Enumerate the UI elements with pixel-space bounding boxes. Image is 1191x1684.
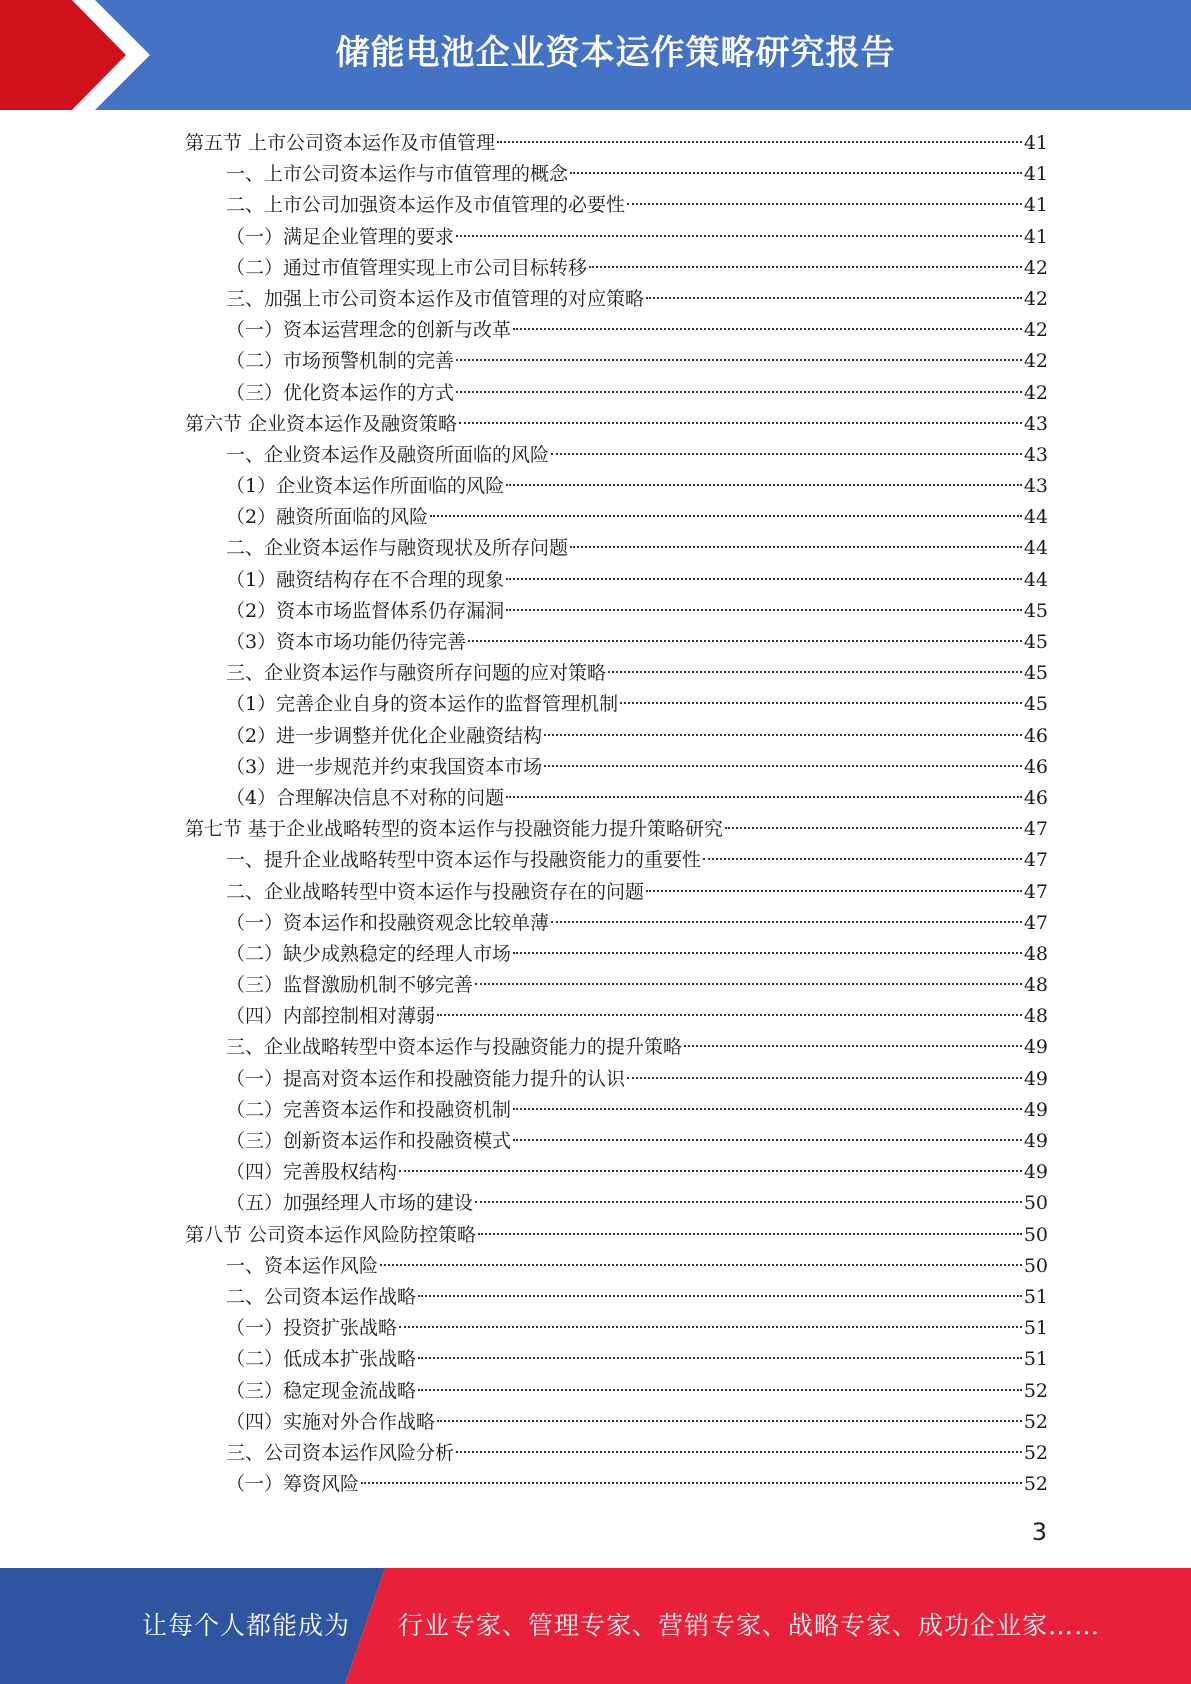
toc-entry[interactable] [185,1438,1048,1469]
toc-leader-dots [551,453,1022,455]
toc-entry-page: 48 [1023,974,1048,997]
toc-leader-dots [627,1077,1022,1079]
toc-entry[interactable] [185,658,1048,689]
toc-entry-title: （3）进一步规范并约束我国资本市场 [226,755,543,778]
toc-entry-page: 46 [1023,786,1048,809]
toc-entry[interactable] [185,970,1048,1001]
toc-leader-dots [361,1482,1022,1484]
toc-entry-title: 第五节 上市公司资本运作及市值管理 [185,132,496,154]
toc-entry-page: 49 [1023,1161,1048,1184]
toc-entry[interactable] [185,939,1048,970]
toc-entry-page: 45 [1023,693,1048,716]
toc-entry-page: 52 [1023,1441,1048,1464]
toc-entry[interactable] [185,1282,1048,1313]
toc-leader-dots [725,827,1022,829]
toc-entry[interactable] [185,190,1048,221]
toc-entry-page: 42 [1023,381,1048,404]
toc-entry-title: （二）完善资本运作和投融资机制 [226,1098,512,1121]
toc-entry-title: （三）优化资本运作的方式 [226,381,455,404]
table-of-contents [185,128,1048,1500]
toc-leader-dots [506,578,1022,580]
toc-entry-page: 45 [1023,631,1048,653]
toc-leader-dots [437,1014,1022,1016]
toc-leader-dots [646,297,1022,299]
toc-entry[interactable] [185,315,1048,346]
toc-leader-dots [497,141,1022,143]
toc-entry-page: 43 [1023,443,1048,466]
toc-leader-dots [608,671,1022,673]
toc-entry[interactable] [185,908,1048,939]
toc-leader-dots [399,1170,1022,1172]
toc-entry[interactable] [185,689,1048,720]
toc-entry-page: 49 [1023,1130,1048,1152]
toc-leader-dots [513,952,1022,954]
toc-entry[interactable] [185,222,1048,253]
toc-entry-title: （一）提高对资本运作和投融资能力提升的认识 [226,1067,626,1090]
toc-entry[interactable] [185,814,1048,845]
toc-leader-dots [418,1389,1022,1391]
toc-entry[interactable] [185,783,1048,814]
toc-entry-title: （四）内部控制相对薄弱 [226,1005,436,1028]
report-title: 储能电池企业资本运作策略研究报告 [335,33,896,73]
toc-entry[interactable] [185,440,1048,471]
toc-entry-title: 三、企业战略转型中资本运作与投融资能力的提升策略 [226,1036,683,1059]
toc-entry-title: 一、资本运作风险 [226,1254,379,1277]
toc-leader-dots [478,1233,1022,1235]
toc-entry[interactable] [185,346,1048,377]
toc-entry-page: 47 [1023,849,1048,872]
toc-entry-page: 42 [1023,350,1048,373]
toc-leader-dots [551,921,1022,923]
toc-entry-title: （二）缺少成熟稳定的经理人市场 [226,942,512,965]
toc-leader-dots [506,796,1022,798]
toc-entry[interactable] [185,284,1048,315]
toc-entry-title: 第八节 公司资本运作风险防控策略 [185,1223,477,1246]
toc-entry[interactable] [185,1064,1048,1095]
toc-entry[interactable] [185,1001,1048,1032]
toc-entry[interactable] [185,128,1048,159]
toc-entry-title: （三）监督激励机制不够完善 [226,974,474,997]
toc-entry[interactable] [185,159,1048,190]
toc-entry-page: 41 [1023,132,1048,154]
toc-leader-dots [456,391,1022,393]
toc-leader-dots [544,765,1022,767]
toc-entry-page: 48 [1023,942,1048,965]
toc-entry-page: 45 [1023,662,1048,685]
toc-entry-page: 41 [1023,194,1048,217]
footer-slogan-left: 让每个人都能成为 [142,1611,351,1640]
toc-entry[interactable] [185,253,1048,284]
toc-entry-page: 46 [1023,755,1048,778]
toc-entry-page: 49 [1023,1098,1048,1121]
toc-leader-dots [456,1451,1022,1453]
toc-entry-page: 49 [1023,1067,1048,1090]
toc-entry-page: 50 [1023,1254,1048,1277]
toc-entry-title: （五）加强经理人市场的建设 [226,1192,474,1215]
toc-entry-page: 42 [1023,256,1048,279]
toc-entry[interactable] [185,471,1048,502]
toc-entry-title: （2）资本市场监督体系仍存漏洞 [226,599,505,622]
toc-entry-title: 第七节 基于企业战略转型的资本运作与投融资能力提升策略研究 [185,818,724,841]
toc-entry-page: 51 [1023,1348,1048,1371]
toc-entry[interactable] [185,721,1048,752]
toc-entry-title: （二）市场预警机制的完善 [226,350,455,373]
toc-leader-dots [703,858,1022,860]
toc-entry[interactable] [185,1157,1048,1188]
toc-entry[interactable] [185,502,1048,533]
toc-entry-title: （1）完善企业自身的资本运作的监督管理机制 [226,693,619,716]
toc-entry-page: 44 [1023,506,1048,529]
toc-leader-dots [570,546,1022,548]
toc-entry-page: 49 [1023,1036,1048,1059]
toc-entry-title: （二）通过市值管理实现上市公司目标转移 [226,256,588,279]
toc-leader-dots [627,203,1022,205]
toc-entry-title: （1）融资结构存在不合理的现象 [226,568,505,591]
toc-entry-page: 48 [1023,1005,1048,1028]
toc-entry-page: 50 [1023,1223,1048,1246]
toc-entry[interactable] [185,1220,1048,1251]
toc-leader-dots [475,983,1022,985]
toc-entry[interactable] [185,409,1048,440]
toc-entry-page: 50 [1023,1192,1048,1215]
toc-entry[interactable] [185,565,1048,596]
toc-leader-dots [544,734,1022,736]
header-chevron-decoration [0,0,160,110]
toc-leader-dots [475,1201,1022,1203]
toc-entry-page: 41 [1023,225,1048,248]
toc-leader-dots [437,1420,1022,1422]
toc-entry[interactable] [185,1469,1048,1500]
toc-entry[interactable] [185,627,1048,658]
toc-entry-title: （四）完善股权结构 [226,1161,398,1184]
toc-leader-dots [506,484,1022,486]
toc-entry-page: 44 [1023,568,1048,591]
toc-entry[interactable] [185,845,1048,876]
toc-entry-page: 45 [1023,599,1048,622]
toc-entry[interactable] [185,1251,1048,1282]
toc-entry-title: （1）企业资本运作所面临的风险 [226,475,505,498]
footer-slogan-right: 行业专家、管理专家、营销专家、战略专家、成功企业家…… [398,1611,1101,1640]
toc-leader-dots [456,359,1022,361]
toc-leader-dots [513,1139,1022,1141]
toc-entry[interactable] [185,596,1048,627]
toc-entry-page: 44 [1023,537,1048,560]
toc-entry-title: （3）资本市场功能仍待完善 [226,631,467,653]
header-banner [0,0,1191,110]
toc-entry-title: 一、上市公司资本运作与市值管理的概念 [226,163,569,186]
toc-leader-dots [589,266,1022,268]
toc-leader-dots [456,235,1022,237]
toc-entry[interactable] [185,1376,1048,1407]
toc-leader-dots [513,1108,1022,1110]
toc-leader-dots [418,1295,1022,1297]
toc-entry-title: 三、公司资本运作风险分析 [226,1441,455,1464]
toc-entry[interactable] [185,1313,1048,1344]
toc-entry-title: （一）资本运作和投融资观念比较单薄 [226,911,550,934]
toc-entry[interactable] [185,1095,1048,1126]
toc-entry[interactable] [185,1126,1048,1157]
page-number: 3 [1031,1518,1047,1546]
toc-entry-title: （一）投资扩张战略 [226,1317,398,1340]
toc-entry-page: 52 [1023,1410,1048,1433]
toc-entry-title: （一）满足企业管理的要求 [226,225,455,248]
toc-entry-page: 42 [1023,287,1048,310]
toc-leader-dots [570,172,1022,174]
toc-entry-title: 三、加强上市公司资本运作及市值管理的对应策略 [226,287,645,310]
toc-entry-title: （二）低成本扩张战略 [226,1348,417,1371]
toc-entry-title: （四）实施对外合作战略 [226,1410,436,1433]
toc-entry-page: 43 [1023,412,1048,435]
toc-leader-dots [459,422,1022,424]
toc-entry[interactable] [185,752,1048,783]
toc-leader-dots [506,609,1022,611]
toc-entry-title: 三、企业资本运作与融资所存问题的应对策略 [226,662,607,685]
toc-leader-dots [620,702,1022,704]
toc-entry[interactable] [185,533,1048,564]
toc-leader-dots [513,328,1022,330]
toc-entry-title: 一、提升企业战略转型中资本运作与投融资能力的重要性 [226,849,702,872]
toc-entry-title: （一）筹资风险 [226,1473,360,1496]
toc-entry[interactable] [185,877,1048,908]
toc-entry-title: 第六节 企业资本运作及融资策略 [185,412,458,435]
toc-entry-page: 51 [1023,1285,1048,1308]
toc-leader-dots [684,1045,1022,1047]
toc-entry-title: （4）合理解决信息不对称的问题 [226,786,505,809]
toc-entry-page: 42 [1023,319,1048,342]
toc-entry-page: 47 [1023,911,1048,934]
toc-entry[interactable] [185,378,1048,409]
toc-entry[interactable] [185,1188,1048,1219]
toc-entry-page: 47 [1023,818,1048,841]
toc-leader-dots [418,1357,1022,1359]
toc-leader-dots [430,515,1022,517]
toc-entry[interactable] [185,1344,1048,1375]
toc-entry[interactable] [185,1032,1048,1063]
toc-entry-page: 52 [1023,1379,1048,1402]
toc-entry-page: 41 [1023,163,1048,186]
toc-leader-dots [380,1264,1022,1266]
toc-entry[interactable] [185,1407,1048,1438]
toc-entry-page: 51 [1023,1317,1048,1340]
toc-entry-page: 43 [1023,475,1048,498]
toc-entry-title: 二、上市公司加强资本运作及市值管理的必要性 [226,194,626,217]
toc-entry-title: 一、企业资本运作及融资所面临的风险 [226,443,550,466]
toc-leader-dots [399,1326,1022,1328]
toc-entry-title: （一）资本运营理念的创新与改革 [226,319,512,342]
toc-entry-title: 二、公司资本运作战略 [226,1285,417,1308]
toc-leader-dots [646,890,1022,892]
toc-entry-title: 二、企业战略转型中资本运作与投融资存在的问题 [226,880,645,903]
toc-entry-page: 52 [1023,1473,1048,1496]
toc-entry-title: （2）融资所面临的风险 [226,506,429,529]
toc-entry-title: （三）稳定现金流战略 [226,1379,417,1402]
toc-entry-page: 46 [1023,724,1048,747]
toc-entry-title: （2）进一步调整并优化企业融资结构 [226,724,543,747]
toc-entry-page: 47 [1023,880,1048,903]
toc-entry-title: 二、企业资本运作与融资现状及所存问题 [226,537,569,560]
toc-entry-title: （三）创新资本运作和投融资模式 [226,1130,512,1152]
footer-banner [0,1568,1191,1684]
toc-leader-dots [468,640,1022,642]
